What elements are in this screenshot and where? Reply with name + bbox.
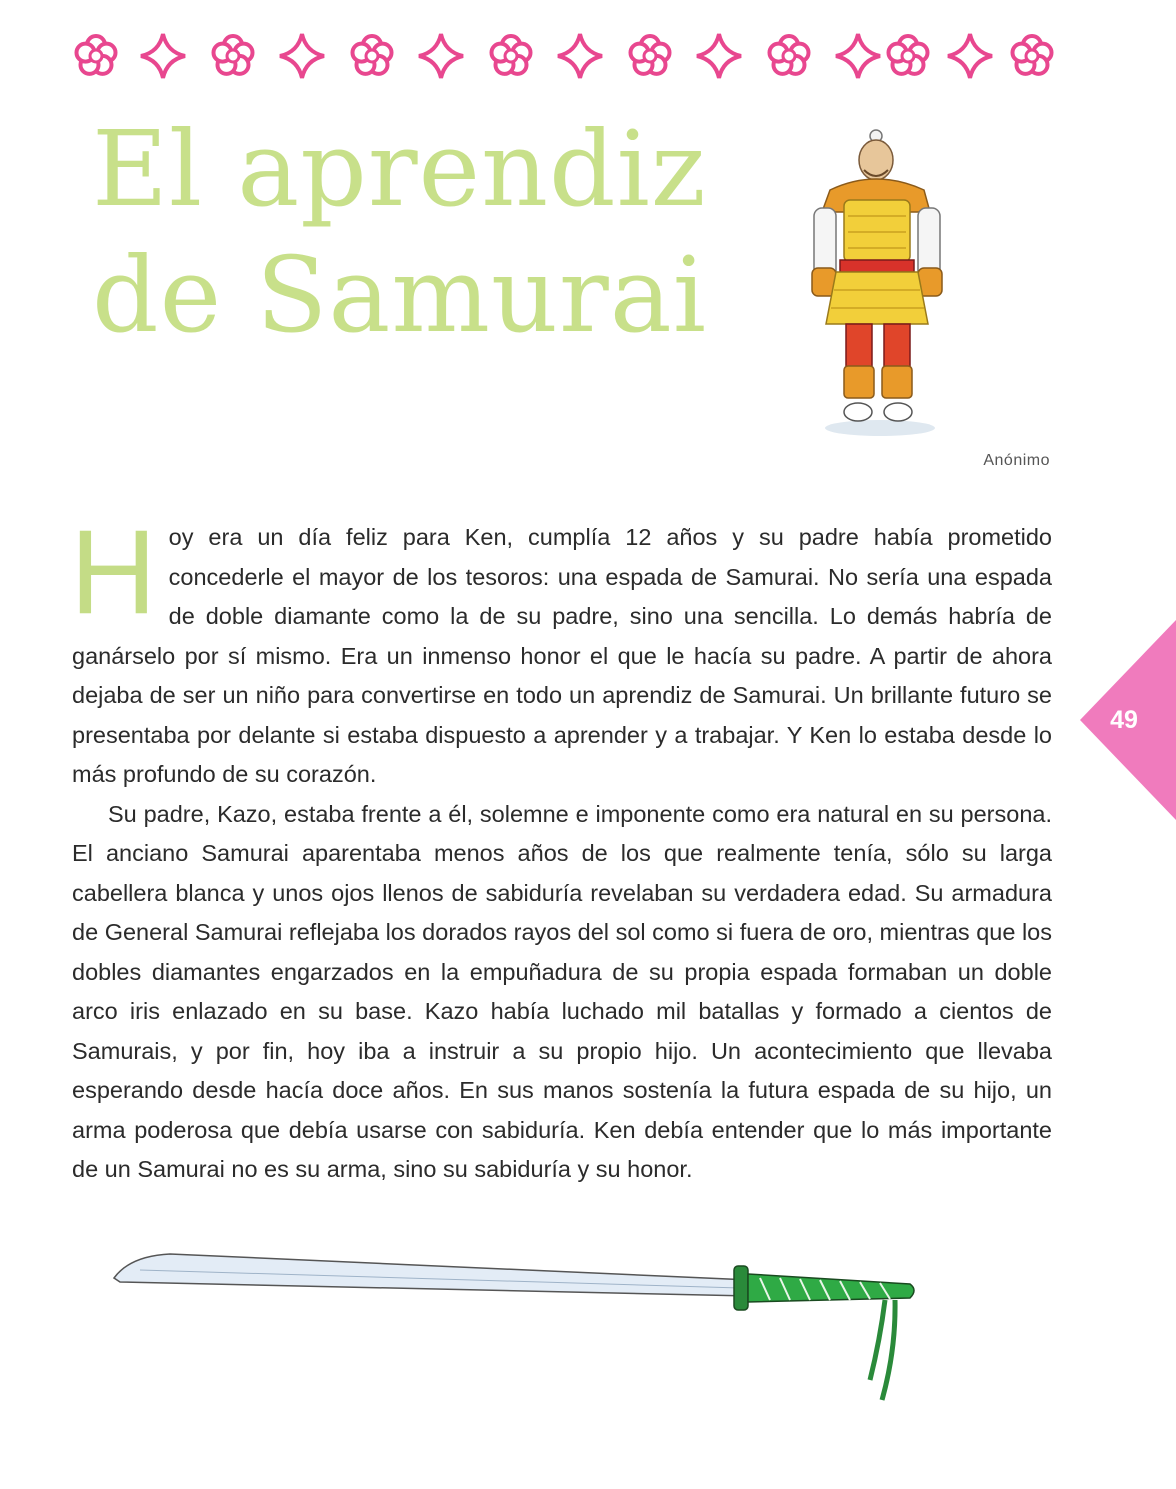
flower-icon — [889, 36, 928, 74]
flower-icon — [492, 36, 531, 74]
author-label: Anónimo — [983, 452, 1050, 469]
sparkle-icon — [419, 34, 463, 78]
flower-icon — [631, 36, 670, 74]
ornament-border-graphic — [70, 22, 1060, 92]
paragraph — [70, 505, 1052, 795]
page-title — [92, 106, 707, 358]
flower-icon — [214, 36, 253, 74]
ornament-border — [70, 22, 1060, 92]
katana-illustration — [110, 1240, 930, 1420]
sparkle-icon — [697, 34, 741, 78]
flower-icon — [1013, 36, 1052, 74]
samurai-figure-icon — [800, 120, 960, 440]
paragraph: Su padre, Kazo, estaba frente a él, solemne e imponente como era natural en su persona. El anciano Samurai aparentaba menos años de los que realmente tenía, sólo su larga cabellera blanca y unos ojos llenos de sabiduría revelaban su verdadera edad. Su armadura de General Samurai reflejaba los dorados rayos del sol como si fuera de oro, mientras que los dobles diamantes engarzados en la empuñadura de su propia espada formaban un doble arco iris enlazado en su base. Kazo había luchado mil batallas y formado a cientos de Samurais, y por fin, hoy iba a instruir a su propio hijo. Un acontecimiento que llevaba esperando desde hacía doce años. En sus manos sostenía la futura espada de su hijo, un arma poderosa que debía usarse con sabiduría. Ken debía entender que lo más importante de un Samurai no es su arma, sino su sabiduría y su honor. — [72, 800, 1052, 1182]
sparkle-icon — [141, 34, 185, 78]
flower-icon — [770, 36, 809, 74]
title-line-1: El aprendiz — [92, 108, 707, 230]
sparkle-icon — [948, 34, 992, 78]
drop-cap: H — [70, 505, 157, 639]
sparkle-icon — [836, 34, 880, 78]
paragraph-1-text: oy era un día feliz para Ken, cumplía 12 años y su padre había prometido concederle el mayor de los tesoros: una espada de Samurai. No sería una espada de doble diamante como la de su padre, sino una sencilla. Lo demás habría de ganárselo por sí mismo. Era un inmenso honor el que le hacía su padre. A partir de ahora dejaba de ser un niño para convertirse en todo un aprendiz de Samurai. Un brillante futuro se presentaba por delante si estaba dispuesto a aprender y a trabajar. Y Ken lo estaba desde lo más profundo de su corazón. — [72, 524, 1052, 787]
page-number: 49 — [1110, 706, 1138, 734]
samurai-illustration — [800, 120, 960, 440]
flower-icon — [77, 36, 116, 74]
story-text — [70, 505, 1052, 1190]
katana-icon — [110, 1240, 930, 1420]
page-number-tab — [1080, 620, 1176, 820]
sparkle-icon — [280, 34, 324, 78]
sparkle-icon — [558, 34, 602, 78]
flower-icon — [353, 36, 392, 74]
title-line-2: de Samurai — [92, 234, 708, 356]
